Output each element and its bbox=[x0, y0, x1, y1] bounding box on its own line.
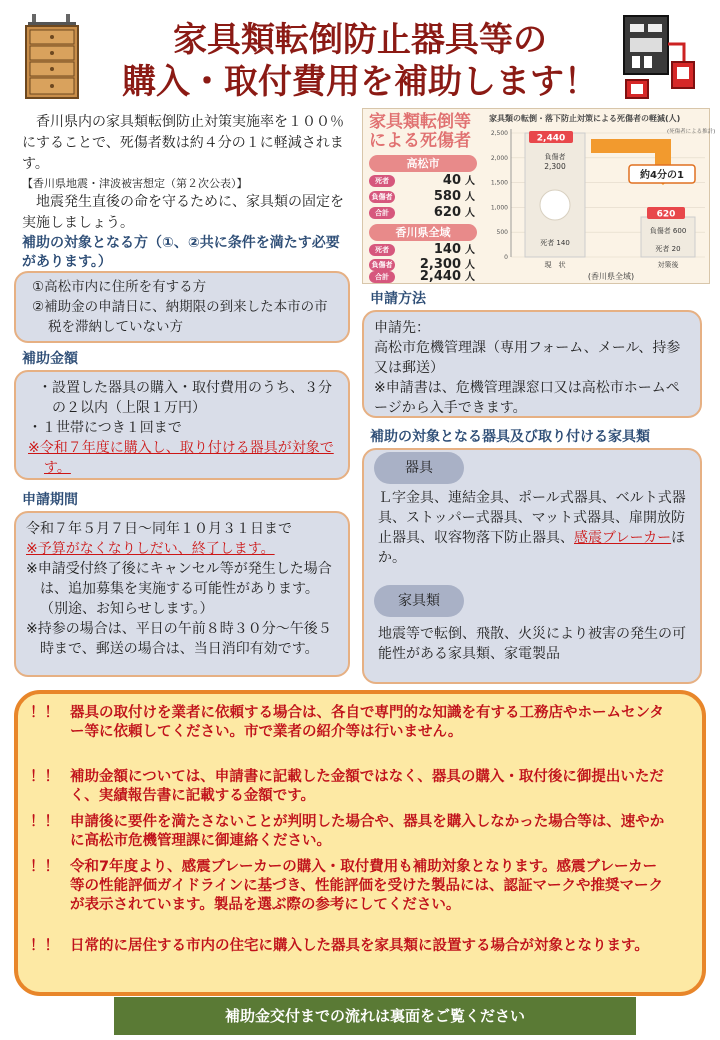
seismic-breaker-highlight: 感震ブレーカー bbox=[574, 530, 672, 546]
target-heading: 補助の対象となる方（①、②共に条件を満たす必要があります。） bbox=[22, 235, 340, 270]
devices-heading: 補助の対象となる器具及び取り付ける家具類 bbox=[370, 429, 650, 445]
takamatsu-row-dead bbox=[369, 173, 475, 189]
intro-source: 【香川県地震・津波被害想定（第２次公表）】 bbox=[22, 177, 248, 190]
infographic-title: 家具類転倒等による死傷者 bbox=[369, 112, 471, 151]
kagawa-label: 香川県全域 bbox=[369, 224, 477, 241]
page-title-line2: 購入・取付費用を補助します！ bbox=[122, 62, 598, 102]
intro-paragraph-1: 香川県内の家具類転倒防止対策実施率を１００％にすることで、死傷者数は約４分の１に軽減されます。 bbox=[22, 114, 344, 172]
target-box bbox=[14, 271, 350, 343]
exclamation-icon: ！！ bbox=[30, 814, 59, 830]
casualty-chart bbox=[481, 109, 716, 283]
bar-after-injured: 負傷者 600 bbox=[649, 227, 687, 235]
devices-pill-furniture: 家具類 bbox=[374, 585, 464, 617]
target-item-2: ②補助金の申請日に、納期限の到来した本市の市税を滞納していない方 bbox=[32, 299, 328, 335]
period-line-3: ※申請受付終了後にキャンセル等が発生した場合は、追加募集を実施する可能性があります。（別途、お知らせします。） bbox=[26, 561, 332, 617]
takamatsu-row-injured bbox=[369, 189, 475, 205]
chart-tick-label: 1,000 bbox=[490, 204, 508, 212]
row-value: 580 bbox=[433, 189, 461, 204]
row-unit: 人 bbox=[465, 245, 475, 256]
bar-current-injured-label: 負傷者 bbox=[544, 153, 566, 161]
amount-box bbox=[14, 370, 350, 480]
takamatsu-label: 高松市 bbox=[369, 155, 477, 172]
exclamation-icon: ！！ bbox=[30, 938, 59, 954]
footer-banner: 補助金交付までの流れは裏面をご覧ください bbox=[114, 997, 636, 1035]
amount-item-3: ※令和７年度に購入し、取り付ける器具が対象です。 bbox=[28, 440, 334, 476]
row-value: 620 bbox=[433, 205, 461, 220]
period-line-4: ※持参の場合は、平日の午前８時３０分～午後５時まで、郵送の場合は、当日消印有効です。 bbox=[26, 621, 332, 657]
devices-pill-equipment: 器具 bbox=[374, 452, 464, 484]
period-box bbox=[14, 511, 350, 677]
row-value: 2,300 bbox=[419, 257, 461, 272]
notice-item-2 bbox=[30, 768, 670, 806]
row-unit: 人 bbox=[465, 260, 475, 271]
notice-item-1 bbox=[30, 704, 670, 742]
chart-tick-label: 0 bbox=[504, 254, 508, 261]
bar-after-total: 620 bbox=[656, 209, 676, 220]
notice-text: 補助金額については、申請書に記載した金額ではなく、器具の購入・取付後に御提出いただく、実績報告書に記載する金額です。 bbox=[70, 769, 664, 804]
bar-current-dead: 死者 140 bbox=[540, 239, 570, 247]
casualty-infographic bbox=[362, 108, 716, 284]
chart-tick-label: 1,500 bbox=[490, 179, 508, 187]
row-value: 40 bbox=[442, 173, 461, 188]
devices-equipment-tail: ほか。 bbox=[378, 530, 686, 566]
row-unit: 人 bbox=[465, 192, 475, 203]
row-unit: 人 bbox=[465, 208, 475, 219]
kagawa-row-dead bbox=[369, 242, 475, 258]
row-value: 2,440 bbox=[419, 269, 461, 284]
row-label: 負傷者 bbox=[369, 191, 395, 203]
bar-current-total: 2,440 bbox=[536, 133, 566, 144]
person-icon bbox=[540, 190, 570, 220]
bar-after-caption: 対策後 bbox=[657, 261, 679, 269]
bar-current-caption: 現 状 bbox=[544, 261, 566, 269]
devices-equipment-text bbox=[378, 488, 694, 568]
method-box bbox=[362, 310, 702, 418]
amount-heading: 補助金額 bbox=[22, 351, 78, 367]
notice-text: 器具の取付けを業者に依頼する場合は、各自で専門的な知識を有する工務店やホームセンター等に依頼してください。市で業者の紹介等は行いません。 bbox=[70, 705, 664, 740]
chart-region: (香川県全域) bbox=[587, 272, 635, 281]
reduction-text: 約4分の1 bbox=[640, 170, 684, 181]
notice-text: 令和7年度より、感震ブレーカーの購入・取付費用も補助対象となります。感震ブレーカー等の性能評価ガイドラインに基づき、性能評価を受けた製品には、認証マークや推奨マークが表示されています。製品を選ぶ際の参考にしてください。 bbox=[70, 859, 664, 913]
notice-item-4 bbox=[30, 858, 670, 915]
takamatsu-row-total bbox=[369, 205, 475, 221]
amount-item-1: ・設置した器具の購入・取付費用のうち、３分の２以内（上限１万円） bbox=[38, 380, 332, 416]
row-unit: 人 bbox=[465, 272, 475, 283]
notice-item-3 bbox=[30, 813, 670, 851]
bar-current-injured: 2,300 bbox=[544, 162, 566, 171]
bar-after-dead: 死者 20 bbox=[655, 245, 681, 253]
page-title-line1: 家具類転倒防止器具等の bbox=[173, 20, 547, 60]
notice-item-5 bbox=[30, 937, 670, 956]
method-line-3: ※申請書は、危機管理課窓口又は高松市ホームページから入手できます。 bbox=[374, 380, 680, 416]
method-line-2: 高松市危機管理課（専用フォーム、メール、持参又は郵送） bbox=[374, 340, 681, 376]
row-label: 死者 bbox=[369, 244, 395, 256]
period-line-2: ※予算がなくなりしだい、終了します。 bbox=[26, 541, 275, 557]
notice-text: 申請後に要件を満たさないことが判明した場合や、器具を購入しなかった場合等は、速やかに高松市危機管理課に御連絡ください。 bbox=[70, 814, 665, 849]
row-label: 死者 bbox=[369, 175, 395, 187]
breaker-panel-icon bbox=[622, 14, 696, 102]
intro-paragraph-2: 地震発生直後の命を守るために、家具類の固定を実施しましょう。 bbox=[22, 194, 344, 231]
devices-equipment-list: Ｌ字金具、連結金具、ポール式器具、ベルト式器具、ストッパー式器具、マット式器具、扉開放防止器具、収容物落下防止器具、 bbox=[378, 490, 686, 546]
chart-title: 家具類の転倒・落下防止対策による死傷者の軽減(人) bbox=[489, 114, 681, 123]
exclamation-icon: ！！ bbox=[30, 705, 59, 721]
devices-furniture-text: 地震等で転倒、飛散、火災により被害の発生の可能性がある家具類、家電製品 bbox=[378, 626, 686, 662]
row-value: 140 bbox=[433, 242, 461, 257]
exclamation-icon: ！！ bbox=[30, 859, 59, 875]
chart-tick-label: 2,500 bbox=[490, 130, 508, 137]
method-line-1: 申請先： bbox=[374, 320, 430, 336]
row-label: 負傷者 bbox=[369, 259, 395, 271]
period-heading: 申請期間 bbox=[22, 492, 78, 508]
row-unit: 人 bbox=[465, 176, 475, 187]
target-item-1: ①高松市内に住所を有する方 bbox=[32, 279, 207, 295]
exclamation-icon: ！！ bbox=[30, 769, 59, 785]
row-label: 合計 bbox=[369, 207, 395, 219]
chart-note: (死傷者による推計) bbox=[667, 129, 716, 135]
kagawa-row-total bbox=[369, 269, 475, 285]
row-label: 合計 bbox=[369, 271, 395, 283]
chart-tick-label: 500 bbox=[496, 229, 508, 237]
amount-item-2: ・１世帯につき１回まで bbox=[28, 420, 182, 436]
chest-of-drawers-icon bbox=[20, 12, 84, 100]
period-line-1: 令和７年５月７日～同年１０月３１日まで bbox=[26, 521, 292, 537]
notice-text: 日常的に居住する市内の住宅に購入した器具を家具類に設置する場合が対象となります。 bbox=[70, 938, 649, 954]
method-heading: 申請方法 bbox=[370, 291, 426, 307]
chart-tick-label: 2,000 bbox=[490, 154, 508, 162]
